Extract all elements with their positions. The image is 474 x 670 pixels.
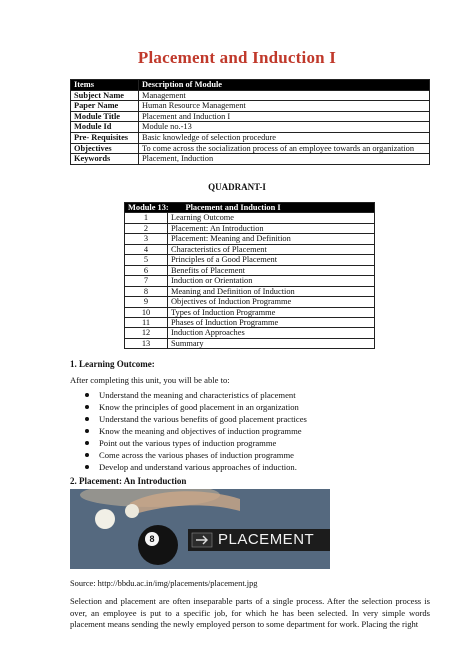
table-row xyxy=(71,101,430,112)
module-row xyxy=(125,307,375,317)
module-number: 13 xyxy=(125,338,168,348)
section-heading-learning-outcome: 1. Learning Outcome: xyxy=(70,359,155,369)
image-source-caption: Source: http://bbdu.ac.in/img/placements/placement.jpg xyxy=(70,579,258,588)
list-item-text: Come across the various phases of induction programme xyxy=(99,450,294,460)
module-topic: Benefits of Placement xyxy=(168,265,375,275)
list-item-text: Know the meaning and objectives of induction programme xyxy=(99,426,302,436)
module-topic: Learning Outcome xyxy=(168,213,375,223)
table-row xyxy=(71,154,430,165)
module-topic: Placement: An Introduction xyxy=(168,223,375,233)
module-row xyxy=(125,255,375,265)
module-number: 9 xyxy=(125,297,168,307)
module-number: 5 xyxy=(125,255,168,265)
module-number: 8 xyxy=(125,286,168,296)
row-key: Module Id xyxy=(71,122,139,133)
module-row xyxy=(125,317,375,327)
bullet-icon xyxy=(85,441,89,445)
module-number: 12 xyxy=(125,328,168,338)
table-row xyxy=(71,111,430,122)
bullet-icon xyxy=(85,405,89,409)
module-row xyxy=(125,286,375,296)
billiards-illustration xyxy=(70,489,330,569)
intro-paragraph: Selection and placement are often inseparable parts of a single process. After the selection process is over, an employee is put to a specific job, for which he has been selected. In very simple words placement means sending the newly employed person to some department for work. Placing the right xyxy=(70,596,430,629)
figure-label: PLACEMENT xyxy=(218,531,315,548)
module-number: 1 xyxy=(125,213,168,223)
module-contents-table xyxy=(124,202,375,349)
row-value: To come across the socialization process of an employee towards an organization xyxy=(139,143,430,154)
bullet-icon xyxy=(85,429,89,433)
list-item-text: Understand the various benefits of good placement practices xyxy=(99,414,307,424)
module-row xyxy=(125,244,375,254)
module-row xyxy=(125,213,375,223)
module-row xyxy=(125,328,375,338)
row-key: Paper Name xyxy=(71,101,139,112)
list-item xyxy=(82,461,307,473)
row-key: Keywords xyxy=(71,154,139,165)
module-topic: Types of Induction Programme xyxy=(168,307,375,317)
row-value: Human Resource Management xyxy=(139,101,430,112)
module-header: Module 13: Placement and Induction I xyxy=(125,203,375,213)
module-row xyxy=(125,297,375,307)
module-number: 11 xyxy=(125,317,168,327)
list-item-text: Point out the various types of induction programme xyxy=(99,438,277,448)
module-topic: Meaning and Definition of Induction xyxy=(168,286,375,296)
list-item-text: Develop and understand various approaches of induction. xyxy=(99,462,297,472)
table-header-row xyxy=(125,203,375,213)
table-row xyxy=(71,90,430,101)
page-title: Placement and Induction I xyxy=(137,48,337,67)
table-row xyxy=(71,143,430,154)
row-value: Placement and Induction I xyxy=(139,111,430,122)
module-topic: Principles of a Good Placement xyxy=(168,255,375,265)
row-value: Management xyxy=(139,90,430,101)
list-item xyxy=(82,425,307,437)
bullet-icon xyxy=(85,453,89,457)
module-topic: Phases of Induction Programme xyxy=(168,317,375,327)
list-item xyxy=(82,401,307,413)
quadrant-heading: QUADRANT-I xyxy=(208,182,266,192)
row-value: Placement, Induction xyxy=(139,154,430,165)
row-key: Objectives xyxy=(71,143,139,154)
row-key: Subject Name xyxy=(71,90,139,101)
module-row xyxy=(125,265,375,275)
module-topic: Characteristics of Placement xyxy=(168,244,375,254)
bullet-icon xyxy=(85,465,89,469)
list-item-text: Understand the meaning and characteristics of placement xyxy=(99,390,296,400)
module-topic: Induction or Orientation xyxy=(168,276,375,286)
module-number: 6 xyxy=(125,265,168,275)
section-heading-placement-intro: 2. Placement: An Introduction xyxy=(70,476,187,486)
module-number: 4 xyxy=(125,244,168,254)
module-topic: Placement: Meaning and Definition xyxy=(168,234,375,244)
module-number: 3 xyxy=(125,234,168,244)
row-key: Pre- Requisites xyxy=(71,132,139,143)
module-row xyxy=(125,276,375,286)
table-row xyxy=(71,132,430,143)
header-description: Description of Module xyxy=(139,80,430,91)
bullet-icon xyxy=(85,393,89,397)
table-header-row xyxy=(71,80,430,91)
module-topic: Induction Approaches xyxy=(168,328,375,338)
module-number: 10 xyxy=(125,307,168,317)
header-items: Items xyxy=(71,80,139,91)
list-item xyxy=(82,449,307,461)
list-item xyxy=(82,413,307,425)
module-row xyxy=(125,234,375,244)
module-rows xyxy=(125,213,375,349)
placement-image xyxy=(70,489,330,569)
module-topic: Objectives of Induction Programme xyxy=(168,297,375,307)
module-info-table xyxy=(70,79,430,165)
table-row xyxy=(71,122,430,133)
module-row xyxy=(125,338,375,348)
learning-outcomes-list xyxy=(82,389,307,473)
list-item-text: Know the principles of good placement in an organization xyxy=(99,402,299,412)
row-key: Module Title xyxy=(71,111,139,122)
list-item xyxy=(82,437,307,449)
module-topic: Summary xyxy=(168,338,375,348)
svg-text:8: 8 xyxy=(149,534,155,544)
intro-text: After completing this unit, you will be able to: xyxy=(70,375,230,385)
list-item xyxy=(82,389,307,401)
module-number: 7 xyxy=(125,276,168,286)
module-number: 2 xyxy=(125,223,168,233)
row-value: Module no.-13 xyxy=(139,122,430,133)
module-row xyxy=(125,223,375,233)
row-value: Basic knowledge of selection procedure xyxy=(139,132,430,143)
bullet-icon xyxy=(85,417,89,421)
